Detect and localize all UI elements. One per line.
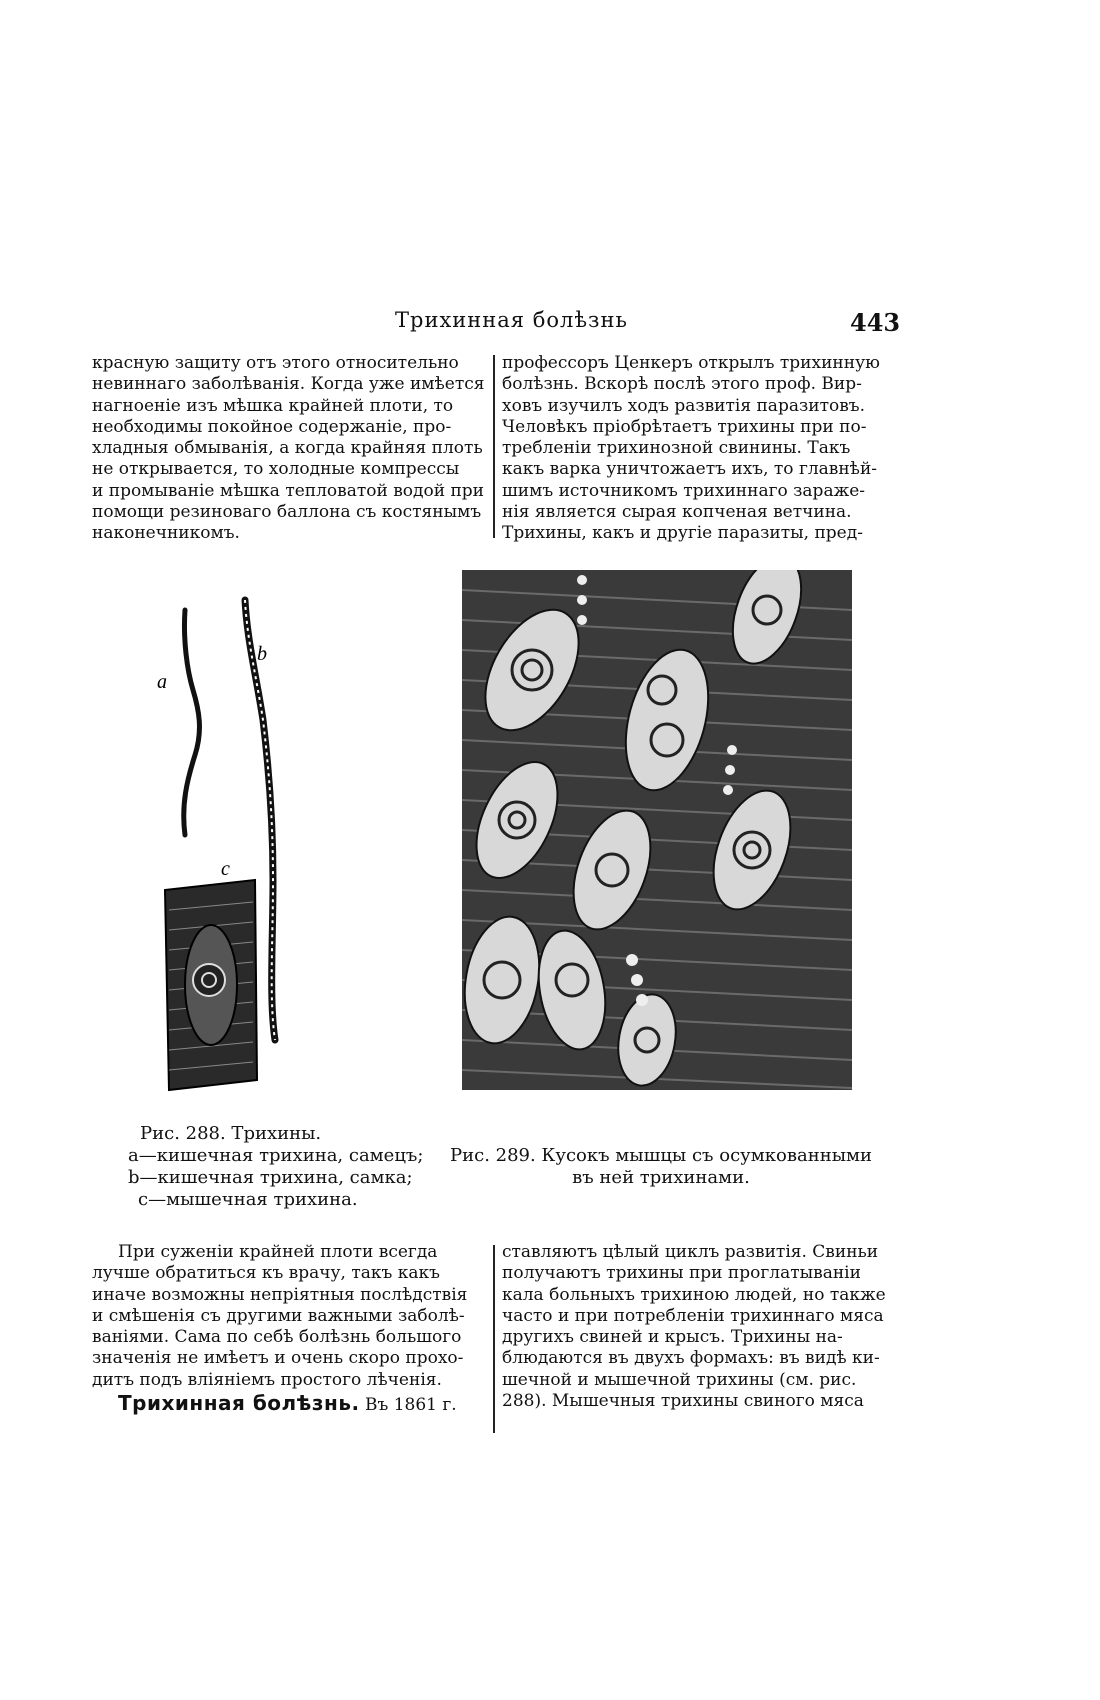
figure-288-caption <box>128 1123 423 1211</box>
text-line: профессоръ Ценкеръ открылъ трихинную <box>502 353 880 373</box>
text-line: лучше обратиться къ врачу, такъ какъ <box>92 1263 440 1284</box>
text-line: и промываніе мѣшка тепловатой водой при <box>92 480 485 501</box>
caption-line: b—кишечная трихина, самка; <box>128 1167 413 1188</box>
caption-title: Рис. 289. Кусокъ мышцы съ осумкованными <box>450 1145 873 1166</box>
muscle-trichina-c <box>165 880 257 1090</box>
figure-289-muscle-illustration <box>462 570 852 1090</box>
section-heading-term: Трихинная болѣзнь. <box>118 1391 360 1416</box>
text-line: ховъ изучилъ ходъ развитія паразитовъ. <box>502 395 865 416</box>
caption-line: c—мышечная трихина. <box>138 1189 358 1210</box>
text-line: невиннаго заболѣванія. Когда уже имѣется <box>92 374 485 395</box>
section-start-line <box>92 1393 484 1416</box>
text-line: значенія не имѣетъ и очень скоро прохо- <box>92 1348 464 1369</box>
caption-line: a—кишечная трихина, самецъ; <box>128 1145 424 1166</box>
text-line: ставляютъ цѣлый циклъ развитія. Свиньи <box>502 1242 879 1262</box>
text-line: кала больныхъ трихиною людей, но также <box>502 1284 886 1305</box>
running-head-title: Трихинная болѣзнь <box>395 308 628 332</box>
text-line: дитъ подъ вліяніемъ простого лѣченія. <box>92 1369 442 1390</box>
text-line: хладныя обмыванія, а когда крайняя плоть <box>92 438 483 459</box>
text-line: Трихины, какъ и другіе паразиты, пред- <box>502 523 863 544</box>
column-divider <box>493 1245 495 1433</box>
caption-line: въ ней трихинами. <box>572 1167 750 1188</box>
text-line: получаютъ трихины при проглатываніи <box>502 1263 861 1284</box>
text-line: красную защиту отъ этого относительно <box>92 353 459 373</box>
caption-title: Рис. 288. Трихины. <box>140 1123 322 1144</box>
text-line: нія является сырая копченая ветчина. <box>502 502 852 523</box>
figure-288-trichinae-illustration <box>145 580 305 1100</box>
text-line: блюдаются въ двухъ формахъ: въ видѣ ки- <box>502 1348 880 1369</box>
label-a: a <box>157 671 167 693</box>
top-right-column <box>502 353 882 545</box>
text-line: не открывается, то холодные компрессы <box>92 459 460 480</box>
bottom-right-column <box>502 1242 886 1412</box>
label-b: b <box>257 643 267 665</box>
top-left-column <box>92 353 484 545</box>
text-line: наконечникомъ. <box>92 523 240 544</box>
text-line: помощи резиноваго баллона съ костянымъ <box>92 502 482 523</box>
text-line: необходимы покойное содержаніе, про- <box>92 416 452 437</box>
text-line: ваніями. Сама по себѣ болѣзнь большого <box>92 1327 462 1348</box>
bottom-left-column <box>92 1242 484 1416</box>
text-line: шечной и мышечной трихины (см. рис. <box>502 1369 857 1390</box>
text-line: болѣзнь. Вскорѣ послѣ этого проф. Вир- <box>502 374 862 395</box>
text-line: Человѣкъ пріобрѣтаетъ трихины при по- <box>502 416 867 437</box>
text-line: При суженіи крайней плоти всегда <box>118 1242 438 1262</box>
text-line: часто и при потребленіи трихиннаго мяса <box>502 1305 884 1326</box>
text-line: требленіи трихинозной свинины. Такъ <box>502 438 851 459</box>
column-divider <box>493 355 495 538</box>
text-line: и смѣшенія съ другими важными заболѣ- <box>92 1305 465 1326</box>
worm-a <box>184 610 200 835</box>
text-line: нагноеніе изъ мѣшка крайней плоти, то <box>92 395 454 416</box>
text-line: шимъ источникомъ трихиннаго зараже- <box>502 480 866 501</box>
page-number: 443 <box>850 308 901 337</box>
text-line: другихъ свиней и крысъ. Трихины на- <box>502 1327 843 1348</box>
text-line: иначе возможны непріятныя послѣдствія <box>92 1284 468 1305</box>
text-line: какъ варка уничтожаетъ ихъ, то главнѣй- <box>502 459 878 480</box>
text-line: 288). Мышечныя трихины свиного мяса <box>502 1391 864 1412</box>
label-c: c <box>221 858 230 880</box>
text-fragment: Въ 1861 г. <box>364 1395 457 1416</box>
figure-289-caption <box>450 1145 872 1189</box>
